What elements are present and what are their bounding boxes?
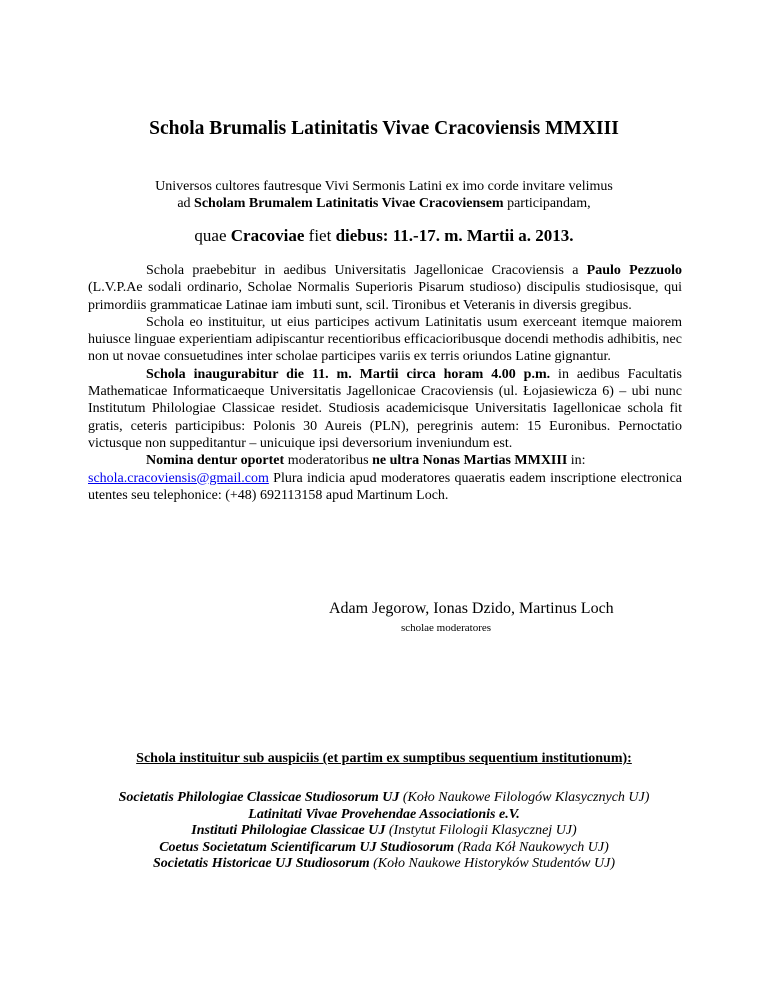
event-place: Cracoviae bbox=[230, 226, 305, 245]
paragraph-text: Plura indicia apud moderatores quaeratis eadem inscriptione electronica utentes seu telephonice: (+48) 692113158 apud Martinum Loch. bbox=[88, 470, 682, 503]
paragraph-text: (L.V.P.Ae sodali ordinario, Scholae Normalis Superioris Pisarum studioso) discipulis studiosisque, qui primordiis grammaticae Latinae iam imbuti sunt, scil. Tironibus et Veteranis in diversis gregibus. bbox=[88, 280, 682, 313]
auspices-heading: Schola instituitur sub auspiciis (et partim ex sumptibus sequentium institutionum): bbox=[136, 751, 632, 766]
sponsor-note: (Koło Naukowe Filologów Klasycznych UJ) bbox=[399, 790, 650, 805]
sponsor-item bbox=[0, 823, 768, 840]
event-days: diebus: 11.-17. m. Martii a. 2013. bbox=[335, 226, 574, 245]
sponsor-item bbox=[0, 840, 768, 857]
sponsor-item bbox=[0, 856, 768, 873]
sponsor-item bbox=[0, 807, 768, 824]
dates-text: quae bbox=[194, 226, 231, 245]
sponsor-name: Societatis Historicae UJ Studiosorum bbox=[152, 856, 370, 872]
invitation bbox=[0, 178, 768, 212]
invitation-text: participandam, bbox=[503, 196, 591, 211]
paragraph-registration bbox=[88, 452, 682, 504]
email-link[interactable]: schola.cracoviensis@gmail.com bbox=[88, 470, 269, 486]
paragraph-text: Schola praebebitur in aedibus Universitatis Jagellonicae Cracoviensis a bbox=[146, 263, 587, 278]
sponsor-note: (Koło Naukowe Historyków Studentów UJ) bbox=[369, 856, 615, 872]
signature-names: Adam Jegorow, Ionas Dzido, Martinus Loch bbox=[329, 600, 614, 617]
sponsor-name: Coetus Societatum Scientificarum UJ Studiosorum bbox=[159, 839, 455, 855]
paragraph-inauguration bbox=[88, 366, 682, 452]
sponsor-note: (Instytut Filologii Klasycznej UJ) bbox=[385, 823, 577, 839]
invitation-text: ad bbox=[177, 196, 195, 211]
paragraph-text: in: bbox=[567, 453, 586, 469]
sponsor-note: (Rada Kół Naukowych UJ) bbox=[454, 839, 609, 855]
sponsor-name: Societatis Philologiae Classicae Studiosorum UJ bbox=[118, 790, 400, 805]
paragraph-teacher bbox=[88, 262, 682, 314]
registration-deadline: ne ultra Nonas Martias MMXIII bbox=[372, 453, 568, 469]
teacher-name: Paulo Pezzuolo bbox=[586, 263, 682, 278]
sponsor-list bbox=[0, 790, 768, 873]
event-dates bbox=[0, 226, 768, 246]
document-title: Schola Brumalis Latinitatis Vivae Cracoviensis MMXIII bbox=[149, 118, 619, 139]
paragraph-text: in aedibus Facultatis Mathematicae Informaticaeque Universitatis Jagellonicae Cracoviensis (ul. Łojasiewicza 6) – ubi nunc Institutum Philologiae Classicae residet. Studiosis academicisque Universitatis Iagellonicae schola fit gratis, ceteris participibus: Polonis 30 Aureis (PLN), peregrinis autem: 15 Euronibus. Pernoctatio victusque non suppeditantur – unicuique ipsi deversorium inveniundum est. bbox=[88, 366, 683, 451]
sponsor-name: Latinitati Vivae Provehendae Associationis e.V. bbox=[248, 806, 520, 822]
registration-note: Nomina dentur oportet bbox=[146, 453, 285, 469]
signature-role: scholae moderatores bbox=[400, 622, 492, 634]
invitation-line-1: Universos cultores fautresque Vivi Sermonis Latini ex imo corde invitare velimus bbox=[155, 179, 613, 194]
paragraph-text: moderatoribus bbox=[284, 453, 373, 469]
dates-text: fiet bbox=[304, 226, 336, 245]
sponsor-name: Instituti Philologiae Classicae UJ bbox=[191, 823, 386, 839]
school-name: Scholam Brumalem Latinitatis Vivae Cracoviensem bbox=[194, 196, 504, 211]
invitation-line-2 bbox=[0, 195, 768, 212]
body-text bbox=[88, 262, 682, 504]
paragraph-purpose: Schola eo instituitur, ut eius participes activum Latinitatis usum exerceant itemque maiorem huiusce linguae experientiam adipiscantur recentioribus efficacioribusque docendi methodis adhibitis, nec non ut novae consuetudines inter scholae participes variis ex terris oriundos Latine gignantur. bbox=[88, 314, 682, 365]
inauguration-date: Schola inaugurabitur die 11. m. Martii circa horam 4.00 p.m. bbox=[146, 366, 551, 382]
sponsor-item bbox=[0, 790, 768, 807]
